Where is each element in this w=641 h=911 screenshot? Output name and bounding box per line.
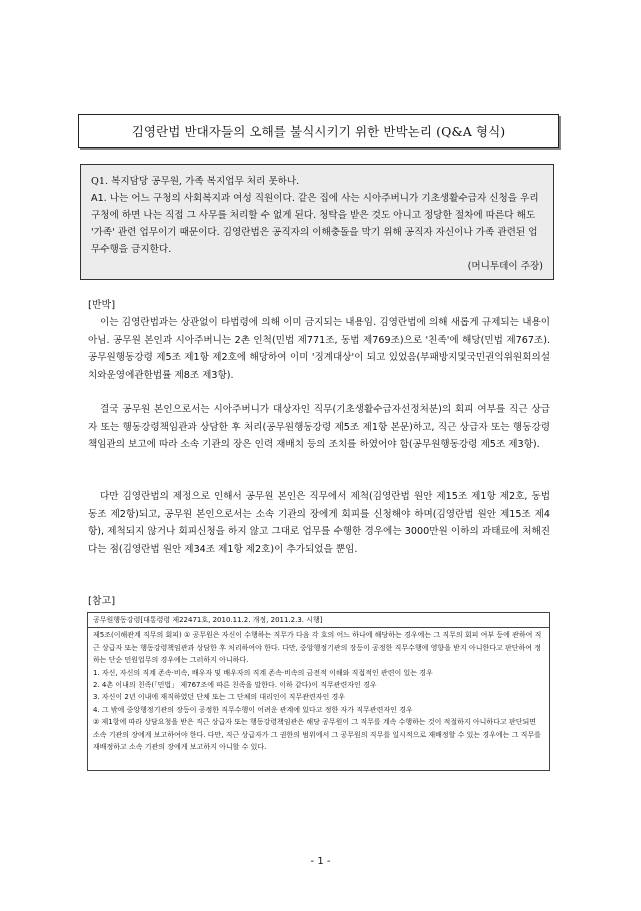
document-title-box (78, 114, 559, 148)
reference-intro: 제5조(이해관계 직무의 회피) ① 공무원은 자신이 수행하는 직무가 다음 각 호의 어느 하나에 해당하는 경우에는 그 직무의 회피 여부 등에 관하여 직근 상급자 또는 행동강령책임관과 상담한 후 처리하여야 한다. 다만, 중앙행정기관의 장등이 공정한 직무수행에 영향을 받지 아니한다고 판단하여 정하는 단순 민원업무의 경우에는 그러하지 아니하다. (93, 631, 542, 665)
reference-item: 2. 4촌 이내의 친족(「민법」 제767조에 따른 친족을 말한다. 이하 같다)이 직무관련자인 경우 (93, 681, 377, 690)
page-number: - 1 - (310, 856, 331, 867)
reference-header: 공무원행동강령[대통령령 제22471호, 2010.11.2. 개정, 2011.2.3. 시행] (88, 613, 549, 628)
rebuttal-label: [반박] (88, 300, 116, 311)
source-text: (머니투데이 주장) (467, 261, 543, 272)
answer-text: A1. 나는 어느 구청의 사회복지과 여성 직원이다. 같은 집에 사는 시아주버니가 기초생활수급자 신청을 우리 구청에 하면 나는 직접 그 사무를 처리할 수 없게 된다. 청탁을 받은 것도 아니고 정당한 절차에 따른다 해도 '가족' 관련 업무이기 때문이다. 김영란법은 공직자의 이해충돌을 막기 위해 공직자 자신이나 가족 관련된 업무수행을 금지한다. (91, 193, 539, 255)
reference-item: 1. 자신, 자신의 직계 존속·비속, 배우자 및 배우자의 직계 존속·비속의 금전적 이해와 직접적인 관련이 있는 경우 (93, 668, 433, 677)
qa-box (80, 164, 554, 280)
question-text: Q1. 복지담당 공무원, 가족 복지업무 처리 못하나. (91, 176, 300, 187)
rebuttal-paragraph-1: 이는 김영란법과는 상관없이 타법령에 의해 이미 금지되는 내용임. 김영란법에 의해 새롭게 규제되는 내용이 아님. 공무원 본인과 시아주버니는 2촌 인척(민법 제771조, 동법 제769조)으로 '친족'에 해당(민법 제767조). 공무원행동강령 제5조 제1항 제2호에 해당하여 이미 '징계대상'이 되고 있었음(부패방지및국민권익위원회의설치와운영에관한법률 제8조 제3항). (88, 317, 550, 381)
document-title: 김영란법 반대자들의 오해를 불식시키기 위한 반박논리 (Q&A 형식) (131, 124, 506, 139)
rebuttal-paragraph-3: 다만 김영란법의 제정으로 인해서 공무원 본인은 직무에서 제척(김영란법 원안 제15조 제1항 제2호, 동법 동조 제2항)되고, 공무원 본인으로서는 소속 기관의 장에게 회피를 신청해야 하며(김영란법 원안 제15조 제4항), 제척되지 않거나 회피신청을 하지 않고 그대로 업무를 수행한 경우에는 3000만원 이하의 과태료에 처해진다는 점(김영란법 원안 제34조 제1항 제2호)이 추가되었을 뿐임. (88, 491, 550, 555)
rebuttal-paragraph-2: 결국 공무원 본인으로서는 시아주버니가 대상자인 직무(기초생활수급자선정처분)의 회피 여부를 직근 상급자 또는 행동강령책임관과 상담한 후 처리(공무원행동강령 제5조 제1항 본문)하고, 직근 상급자 또는 행동강령책임관의 보고에 따라 소속 기관의 장은 인력 재배치 등의 조치를 하였어야 함(공무원행동강령 제5조 제3항). (88, 404, 550, 451)
reference-closing: ② 제1항에 따라 상담요청을 받은 직근 상급자 또는 행동강령책임관은 해당 공무원이 그 직무를 계속 수행하는 것이 적절하지 아니하다고 판단되면 소속 기관의 장에게 보고하여야 한다. 다만, 직근 상급자가 그 권한의 범위에서 그 공무원의 직무를 일시적으로 재배정할 수 있는 경우에는 그 직무를 재배정하고 소속 기관의 장에게 보고하지 아니할 수 있다. (93, 718, 541, 752)
reference-item: 4. 그 밖에 중앙행정기관의 장등이 공정한 직무수행이 어려운 관계에 있다고 정한 자가 직무관련자인 경우 (93, 705, 413, 714)
reference-label: [참고] (88, 596, 116, 607)
reference-box (87, 612, 550, 771)
reference-item: 3. 자신이 2년 이내에 재직하였던 단체 또는 그 단체의 대리인이 직무관련자인 경우 (93, 693, 345, 702)
